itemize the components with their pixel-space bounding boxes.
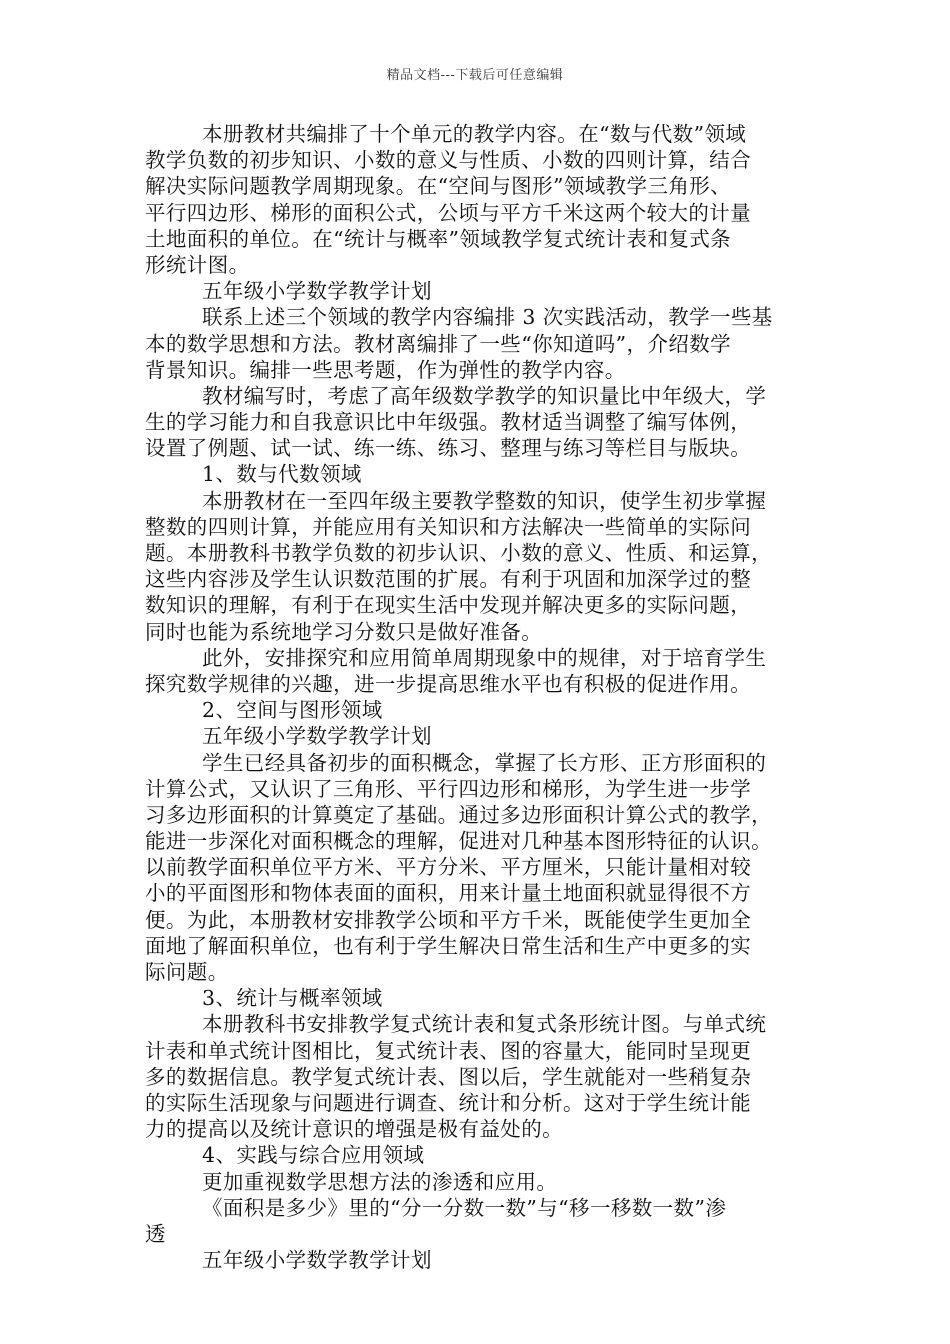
text-line: 的实际生活现象与问题进行调查、统计和分析。这对于学生统计能 xyxy=(145,1090,752,1115)
text-line: 多的数据信息。教学复式统计表、图以后，学生就能对一些稍复杂 xyxy=(145,1064,752,1089)
text-line: 形统计图。 xyxy=(145,252,250,277)
text-line: 计算公式，又认识了三角形、平行四边形和梯形，为学生进一步学 xyxy=(145,776,752,801)
text-line: 本册教材在一至四年级主要教学整数的知识，使学生初步掌握 xyxy=(202,488,767,513)
text-line: 便。为此，本册教材安排教学公顷和平方千米，既能使学生更加全 xyxy=(145,907,752,932)
text-line: 3、统计与概率领域 xyxy=(202,986,383,1011)
text-line: 本册教科书安排教学复式统计表和复式条形统计图。与单式统 xyxy=(202,1012,767,1037)
text-line: 设置了例题、试一试、练一练、练习、整理与练习等栏目与版块。 xyxy=(145,436,752,461)
text-line: 《面积是多少》里的“分一分数一数”与“移一移数一数”渗 xyxy=(202,1195,727,1220)
text-line: 背景知识。编排一些思考题，作为弹性的教学内容。 xyxy=(145,357,626,382)
text-line: 五年级小学数学教学计划 xyxy=(202,1248,432,1273)
text-line: 本册教材共编排了十个单元的教学内容。在“数与代数”领域 xyxy=(202,122,747,146)
document-body xyxy=(145,121,807,1273)
text-line: 生的学习能力和自我意识比中年级强。教材适当调整了编写体例， xyxy=(145,410,752,435)
text-line: 五年级小学数学教学计划 xyxy=(202,724,432,749)
text-line: 土地面积的单位。在“统计与概率”领域教学复式统计表和复式条 xyxy=(145,226,732,251)
text-line: 题。本册教科书教学负数的初步认识、小数的意义、性质、和运算， xyxy=(145,541,772,565)
text-line: 平行四边形、梯形的面积公式，公顷与平方千米这两个较大的计量 xyxy=(145,200,752,225)
text-line: 联系上述三个领域的教学内容编排 3 次实践活动，教学一些基 xyxy=(202,305,773,330)
text-line: 整数的四则计算，并能应用有关知识和方法解决一些简单的实际问 xyxy=(145,514,752,539)
text-line: 探究数学规律的兴趣，进一步提高思维水平也有积极的促进作用。 xyxy=(145,671,752,696)
text-line: 以前教学面积单位平方米、平方分米、平方厘米，只能计量相对较 xyxy=(145,855,752,880)
text-line: 1、数与代数领域 xyxy=(202,462,362,487)
text-line: 力的提高以及统计意识的增强是极有益处的。 xyxy=(145,1117,563,1142)
text-line: 计表和单式统计图相比，复式统计表、图的容量大，能同时呈现更 xyxy=(145,1038,752,1063)
text-line: 际问题。 xyxy=(145,960,229,984)
text-line: 同时也能为系统地学习分数只是做好准备。 xyxy=(145,619,543,644)
text-line: 本的数学思想和方法。教材离编排了一些“你知道吗”，介绍数学 xyxy=(145,331,732,356)
text-line: 这些内容涉及学生认识数范围的扩展。有利于巩固和加深学过的整 xyxy=(145,567,752,592)
page-header: 精品文档---下载后可任意编辑 xyxy=(386,68,564,83)
text-line: 透 xyxy=(145,1221,166,1246)
text-line: 面地了解面积单位，也有利于学生解决日常生活和生产中更多的实 xyxy=(145,933,752,958)
text-line: 数知识的理解，有利于在现实生活中发现并解决更多的实际问题， xyxy=(145,593,752,618)
text-line: 学生已经具备初步的面积概念，掌握了长方形、正方形面积的 xyxy=(202,750,767,775)
text-line: 教材编写时，考虑了高年级数学教学的知识量比中年级大，学 xyxy=(202,383,767,408)
text-line: 小的平面图形和物体表面的面积，用来计量土地面积就显得很不方 xyxy=(145,881,752,906)
text-line: 此外，安排探究和应用简单周期现象中的规律，对于培育学生 xyxy=(202,645,767,670)
text-line: 能进一步深化对面积概念的理解，促进对几种基本图形特征的认识。 xyxy=(145,829,772,854)
text-line: 2、空间与图形领域 xyxy=(202,698,383,723)
text-line: 习多边形面积的计算奠定了基础。通过多边形面积计算公式的教学， xyxy=(145,802,772,827)
text-line: 解决实际问题教学周期现象。在“空间与图形”领域教学三角形、 xyxy=(145,174,732,199)
text-line: 教学负数的初步知识、小数的意义与性质、小数的四则计算，结合 xyxy=(145,148,752,173)
text-line: 更加重视数学思想方法的渗透和应用。 xyxy=(202,1169,558,1194)
text-line: 4、实践与综合应用领域 xyxy=(202,1143,425,1168)
text-line: 五年级小学数学教学计划 xyxy=(202,279,432,304)
